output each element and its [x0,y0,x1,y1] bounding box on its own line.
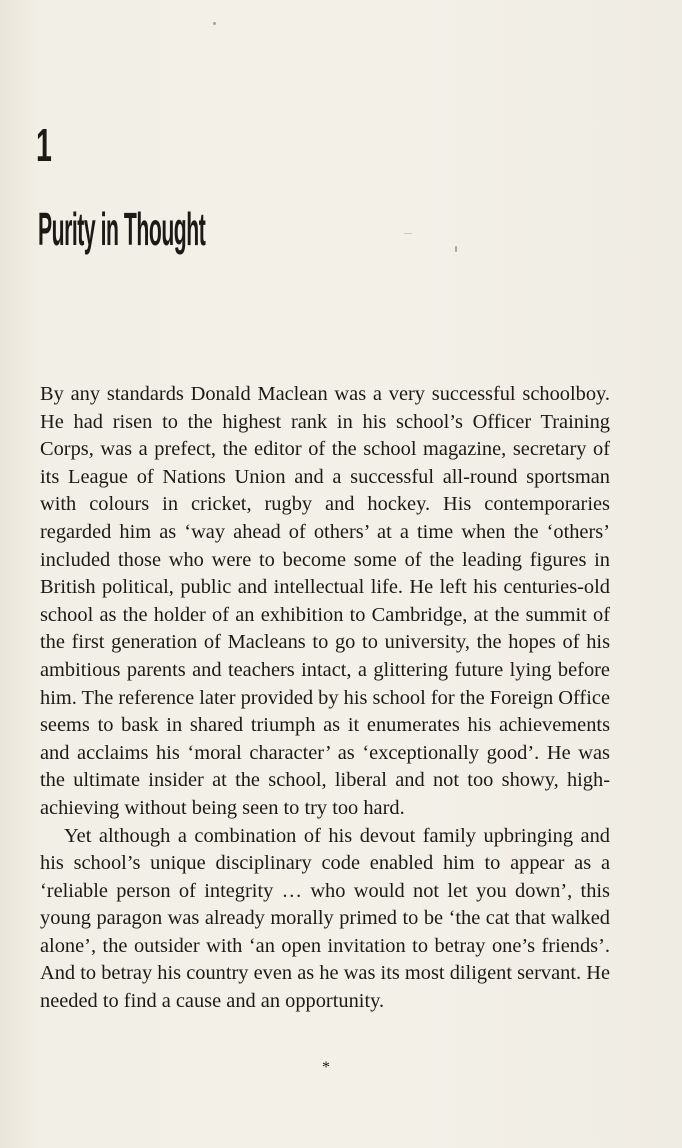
chapter-number: 1 [36,119,52,171]
paragraph-1: By any standards Donald Maclean was a very successful schoolboy. He had risen to the highest rank in his school’s Officer Training Corps, was a prefect, the editor of the school magazine, secretary of its League of Nations Union and a successful all-round sportsman with colours in cricket, rugby and hockey. His contemporaries regarded him as ‘way ahead of others’ at a time when the ‘others’ included those who were to become some of the leading figures in British political, public and intellectual life. He left his centuries-old school as the holder of an exhibition to Cambridge, at the summit of the first generation of Macleans to go to university, the hopes of his ambitious parents and teachers intact, a glittering future lying before him. The reference later provided by his school for the Foreign Office seems to bask in shared triumph as it enumerates his achievements and acclaims his ‘moral character’ as ‘exceptionally good’. He was the ultimate insider at the school, liberal and not too showy, high-achieving without being seen to try too hard. [40,383,610,819]
paper-speck [404,233,412,234]
chapter-title: Purity in Thought [38,203,206,255]
section-separator: * [322,1059,330,1076]
paper-speck [213,22,216,25]
paper-speck [455,246,457,252]
paragraph-2: Yet although a combination of his devout family upbringing and his school’s unique disciplinary code enabled him to appear as a ‘reliable person of integrity … who would not let you down’, this young paragon was already morally primed to be ‘the cat that walked alone’, the outsider with ‘an open invitation to betray one’s friends’. And to betray his country even as he was its most diligent servant. He needed to find a cause and an opportunity. [40,824,610,1013]
chapter-body [40,381,610,1016]
